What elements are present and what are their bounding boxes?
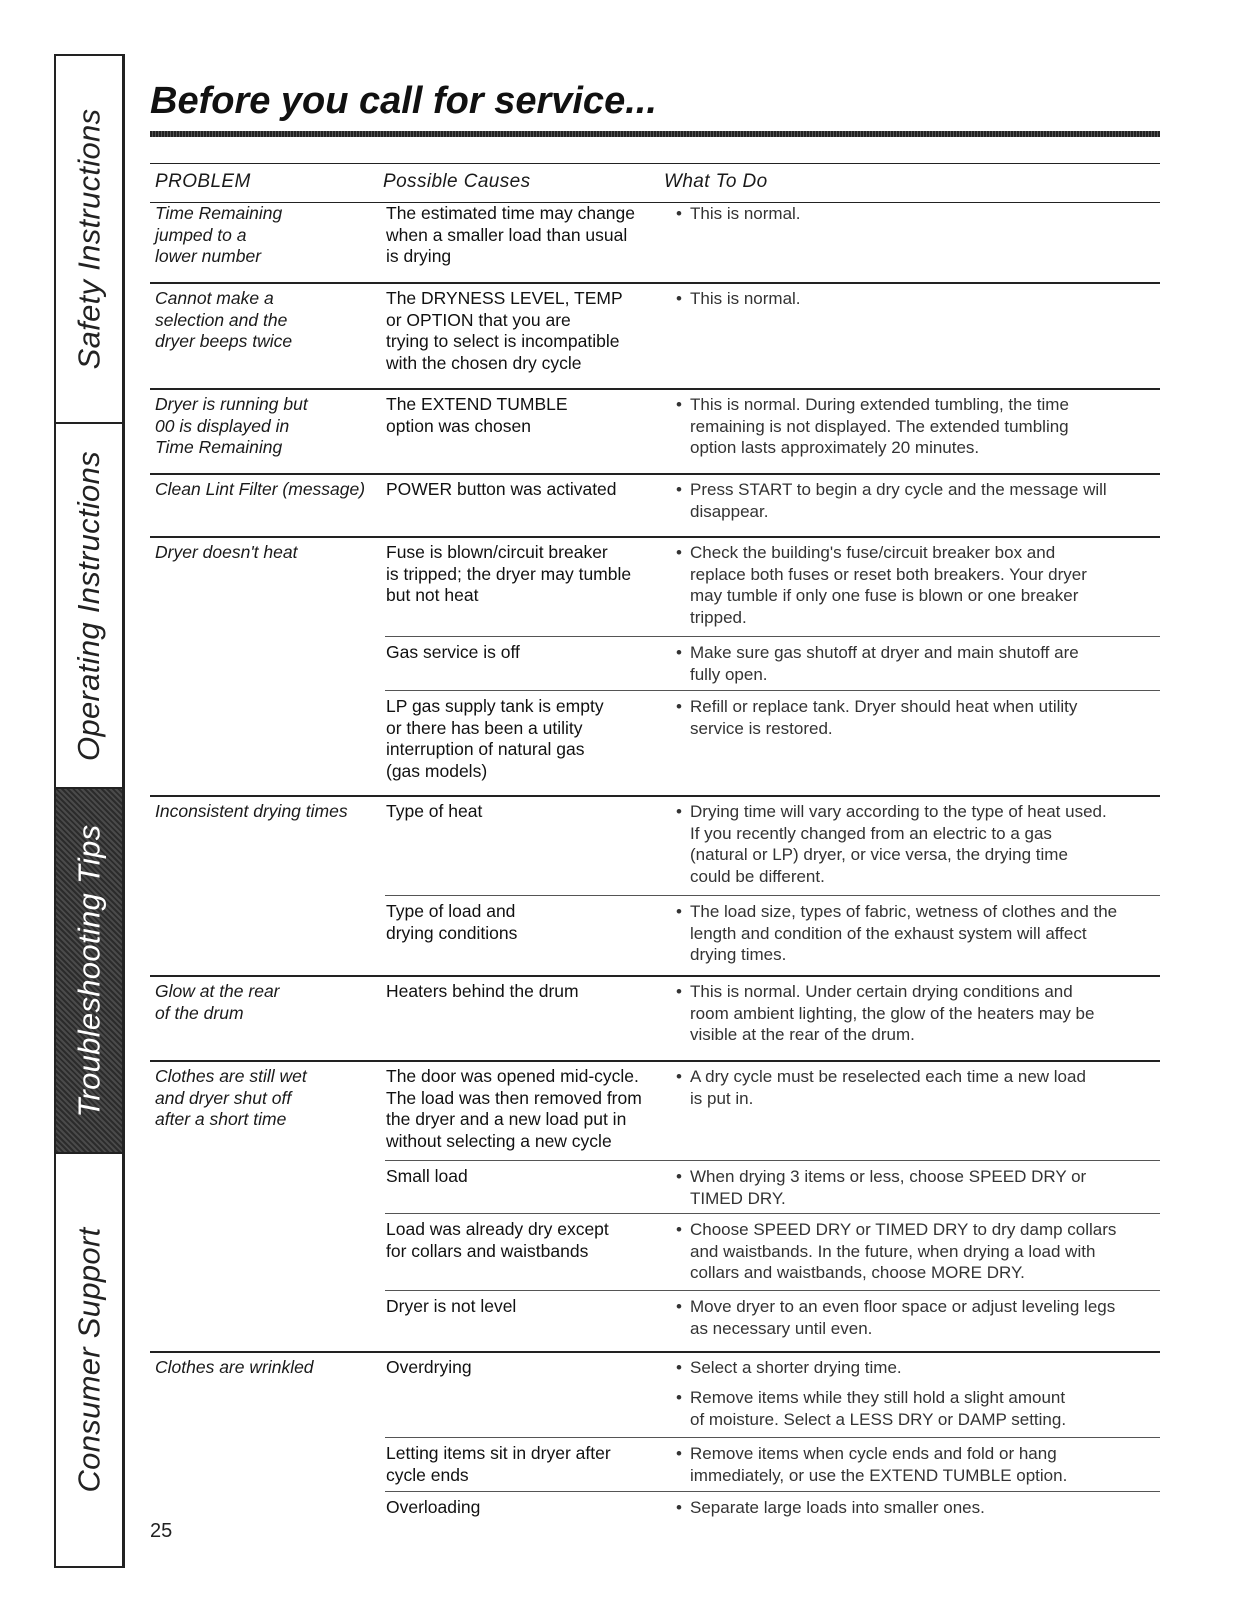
cause-cell xyxy=(386,1443,611,1486)
todo-line: • The load size, types of fabric, wetness of clothes and the xyxy=(690,902,1118,921)
cause-line: The DRYNESS LEVEL, TEMP xyxy=(386,288,623,308)
tab-troubleshooting-tips[interactable] xyxy=(56,789,122,1154)
todo-line: • Refill or replace tank. Dryer should heat when utility xyxy=(690,697,1078,716)
todo-item xyxy=(676,642,1079,685)
row-divider xyxy=(150,282,1160,284)
cause-cell xyxy=(386,1166,468,1188)
problem-line: selection and the xyxy=(155,309,288,330)
row-divider xyxy=(150,975,1160,977)
sub-row-divider xyxy=(385,690,1160,691)
problem-line: Time Remaining xyxy=(155,437,283,457)
problem-cell xyxy=(155,1066,307,1131)
cause-line: Heaters behind the drum xyxy=(386,981,579,1001)
cause-line: The estimated time may change xyxy=(386,203,636,223)
todo-item xyxy=(676,1219,1116,1284)
cause-line: but not heat xyxy=(386,585,479,605)
todo-item xyxy=(676,203,801,225)
todo-item xyxy=(676,901,1117,966)
todo-item xyxy=(676,1443,1067,1486)
row-divider xyxy=(150,795,1160,797)
cause-cell xyxy=(386,1296,516,1318)
problem-line: 00 is displayed in xyxy=(155,415,290,436)
todo-line: room ambient lighting, the glow of the heaters may be xyxy=(690,1003,1095,1023)
todo-line: replace both fuses or reset both breakers. Your dryer xyxy=(690,564,1087,584)
todo-line: drying times. xyxy=(690,945,787,964)
todo-item xyxy=(676,1387,1066,1430)
cause-line: Type of load and xyxy=(386,901,516,921)
todo-item xyxy=(676,696,1077,739)
problem-line: Dryer doesn't heat xyxy=(155,542,298,562)
todo-item xyxy=(676,542,1087,628)
cause-cell xyxy=(386,981,579,1003)
cause-line: drying conditions xyxy=(386,922,518,943)
row-divider xyxy=(150,473,1160,475)
tab-troubleshooting-tips-label: Troubleshooting Tips xyxy=(71,824,107,1117)
cause-cell xyxy=(386,288,623,374)
problem-line: Dryer is running but xyxy=(155,394,308,414)
todo-line: • Remove items when cycle ends and fold or hang xyxy=(690,1444,1057,1463)
cause-line: Small load xyxy=(386,1166,468,1186)
cause-line: POWER button was activated xyxy=(386,479,617,499)
problem-cell xyxy=(155,801,348,823)
todo-line: could be different. xyxy=(690,866,825,886)
row-divider xyxy=(150,536,1160,538)
sub-row-divider xyxy=(385,1437,1160,1438)
cause-cell xyxy=(386,1497,480,1519)
todo-line: option lasts approximately 20 minutes. xyxy=(690,438,980,457)
todo-line: as necessary until even. xyxy=(690,1318,873,1338)
header-possible-causes: Possible Causes xyxy=(383,171,531,192)
todo-item xyxy=(676,981,1094,1046)
cause-cell xyxy=(386,801,482,823)
todo-line: • Move dryer to an even floor space or adjust leveling legs xyxy=(690,1297,1116,1316)
problem-line: and dryer shut off xyxy=(155,1087,292,1108)
title-rule xyxy=(150,131,1160,137)
problem-line: Clean Lint Filter (message) xyxy=(155,479,366,499)
section-sidebar xyxy=(54,54,125,1568)
cause-line: for collars and waistbands xyxy=(386,1240,589,1261)
cause-line: with the chosen dry cycle xyxy=(386,352,582,373)
todo-line: remaining is not displayed. The extended tumbling xyxy=(690,416,1069,436)
todo-line: is put in. xyxy=(690,1088,754,1108)
tab-consumer-support-label: Consumer Support xyxy=(71,1227,106,1493)
row-divider xyxy=(150,1351,1160,1353)
cause-line: Letting items sit in dryer after xyxy=(386,1443,611,1463)
cause-cell xyxy=(386,1066,642,1152)
sub-row-divider xyxy=(385,1160,1160,1161)
cause-cell xyxy=(386,1219,609,1262)
cause-cell xyxy=(386,479,617,501)
cause-line: or OPTION that you are xyxy=(386,309,571,330)
todo-item xyxy=(676,1296,1115,1339)
todo-line: • Remove items while they still hold a slight amount xyxy=(690,1388,1066,1407)
todo-line: • A dry cycle must be reselected each time a new load xyxy=(690,1067,1086,1086)
cause-line: (gas models) xyxy=(386,760,488,781)
todo-line: disappear. xyxy=(690,501,769,521)
todo-line: • This is normal. During extended tumbling, the time xyxy=(690,395,1069,414)
cause-line: Fuse is blown/circuit breaker xyxy=(386,542,608,562)
problem-line: Glow at the rear xyxy=(155,981,280,1001)
cause-line: the dryer and a new load put in xyxy=(386,1109,627,1129)
todo-line: • Press START to begin a dry cycle and the message will xyxy=(690,480,1107,499)
cause-line: Overdrying xyxy=(386,1357,472,1377)
sub-row-divider xyxy=(385,1213,1160,1214)
tab-operating-instructions[interactable] xyxy=(56,424,122,789)
problem-line: jumped to a xyxy=(155,224,247,245)
todo-line: may tumble if only one fuse is blown or one breaker xyxy=(690,586,1079,605)
todo-line: service is restored. xyxy=(690,718,833,738)
todo-line: • This is normal. xyxy=(690,289,801,308)
cause-line: interruption of natural gas xyxy=(386,739,585,759)
todo-item xyxy=(676,479,1107,522)
cause-line: trying to select is incompatible xyxy=(386,331,620,351)
cause-line: The load was then removed from xyxy=(386,1087,642,1108)
todo-line: TIMED DRY. xyxy=(690,1188,786,1208)
todo-line: • When drying 3 items or less, choose SPEED DRY or xyxy=(690,1167,1087,1186)
todo-line: If you recently changed from an electric to a gas xyxy=(690,823,1052,843)
cause-line: is drying xyxy=(386,246,452,266)
cause-line: LP gas supply tank is empty xyxy=(386,696,604,716)
todo-line: fully open. xyxy=(690,664,768,684)
problem-line: Cannot make a xyxy=(155,288,274,308)
cause-cell xyxy=(386,394,568,437)
cause-line: is tripped; the dryer may tumble xyxy=(386,563,632,584)
todo-line: • Separate large loads into smaller ones. xyxy=(690,1498,985,1517)
tab-consumer-support[interactable] xyxy=(56,1154,122,1566)
problem-line: dryer beeps twice xyxy=(155,331,293,351)
cause-line: The EXTEND TUMBLE xyxy=(386,394,568,414)
cause-line: Load was already dry except xyxy=(386,1219,609,1239)
problem-cell xyxy=(155,1357,314,1379)
sub-row-divider xyxy=(385,1491,1160,1492)
page-title: Before you call for service... xyxy=(150,80,657,122)
problem-cell xyxy=(155,394,308,459)
todo-line: of moisture. Select a LESS DRY or DAMP setting. xyxy=(690,1409,1067,1429)
problem-cell xyxy=(155,479,365,501)
cause-cell xyxy=(386,901,517,944)
problem-line: Time Remaining xyxy=(155,203,283,223)
problem-line: of the drum xyxy=(155,1002,244,1023)
todo-line: • This is normal. xyxy=(690,204,801,223)
sub-row-divider xyxy=(385,895,1160,896)
row-divider xyxy=(150,1060,1160,1062)
cause-line: or there has been a utility xyxy=(386,717,583,738)
todo-item xyxy=(676,394,1069,459)
todo-item xyxy=(676,1497,985,1519)
cause-line: cycle ends xyxy=(386,1464,469,1485)
cause-line: Type of heat xyxy=(386,801,483,821)
cause-line: Overloading xyxy=(386,1497,481,1517)
cause-line: The door was opened mid-cycle. xyxy=(386,1066,639,1086)
cause-cell xyxy=(386,642,520,664)
todo-line: and waistbands. In the future, when drying a load with xyxy=(690,1241,1096,1261)
todo-line: • Drying time will vary according to the type of heat used. xyxy=(690,802,1107,821)
todo-item xyxy=(676,288,801,310)
page-number: 25 xyxy=(150,1520,173,1542)
todo-item xyxy=(676,801,1107,887)
todo-line: collars and waistbands, choose MORE DRY. xyxy=(690,1263,1025,1282)
sub-row-divider xyxy=(385,636,1160,637)
todo-line: (natural or LP) dryer, or vice versa, the drying time xyxy=(690,845,1068,864)
header-what-to-do: What To Do xyxy=(664,171,768,192)
problem-line: Clothes are still wet xyxy=(155,1066,307,1086)
todo-line: length and condition of the exhaust system will affect xyxy=(690,923,1087,943)
todo-line: • Check the building's fuse/circuit breaker box and xyxy=(690,543,1056,562)
todo-line: visible at the rear of the drum. xyxy=(690,1025,915,1044)
cause-line: Gas service is off xyxy=(386,642,520,662)
table-header xyxy=(150,163,1160,203)
todo-line: immediately, or use the EXTEND TUMBLE option. xyxy=(690,1465,1068,1485)
problem-cell xyxy=(155,981,280,1024)
cause-line: without selecting a new cycle xyxy=(386,1130,612,1151)
header-problem: PROBLEM xyxy=(155,171,251,192)
problem-line: lower number xyxy=(155,246,262,266)
todo-line: • Select a shorter drying time. xyxy=(690,1358,902,1377)
todo-item xyxy=(676,1066,1086,1109)
problem-cell xyxy=(155,203,282,268)
sub-row-divider xyxy=(385,1290,1160,1291)
problem-line: Inconsistent drying times xyxy=(155,801,348,821)
tab-safety-instructions[interactable] xyxy=(56,56,122,424)
problem-cell xyxy=(155,542,297,564)
cause-line: when a smaller load than usual xyxy=(386,224,628,245)
todo-item xyxy=(676,1166,1086,1209)
cause-cell xyxy=(386,696,604,782)
todo-line: • Choose SPEED DRY or TIMED DRY to dry damp collars xyxy=(690,1220,1117,1239)
cause-line: option was chosen xyxy=(386,415,531,436)
cause-line: Dryer is not level xyxy=(386,1296,517,1316)
todo-line: • This is normal. Under certain drying conditions and xyxy=(690,982,1073,1001)
todo-item xyxy=(676,1357,902,1379)
cause-cell xyxy=(386,1357,472,1379)
cause-cell xyxy=(386,203,635,268)
row-divider xyxy=(150,388,1160,390)
problem-line: Clothes are wrinkled xyxy=(155,1357,314,1377)
todo-line: • Make sure gas shutoff at dryer and main shutoff are xyxy=(690,643,1079,662)
cause-cell xyxy=(386,542,631,607)
todo-line: tripped. xyxy=(690,607,747,627)
tab-safety-instructions-label: Safety Instructions xyxy=(71,108,106,370)
problem-cell xyxy=(155,288,292,353)
problem-line: after a short time xyxy=(155,1109,287,1129)
tab-operating-instructions-label: Operating Instructions xyxy=(71,450,106,761)
